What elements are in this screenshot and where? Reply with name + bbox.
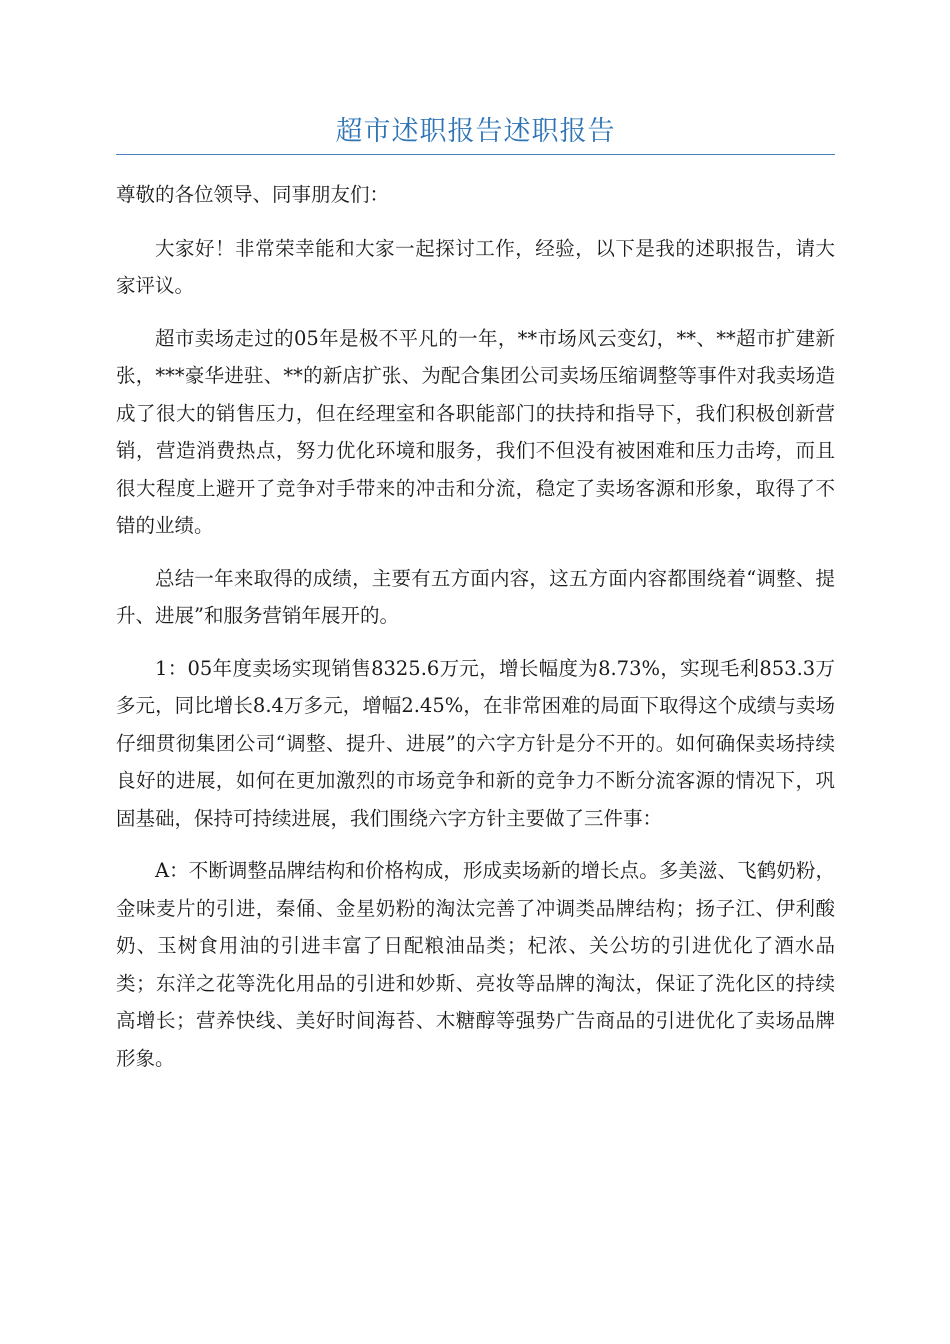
paragraph-sales-results: 1：05年度卖场实现销售8325.6万元，增长幅度为8.73%，实现毛利853.3万多元，同比增长8.4万多元，增幅2.45%，在非常困难的局面下取得这个成绩与卖场仔细贯彻集团公司“调整、提升、进展”的六字方针是分不开的。如何确保卖场持续良好的进展，如何在更加激烈的市场竞争和新的竞争力不断分流客源的情况下，巩固基础，保持可持续进展，我们围绕六字方针主要做了三件事： [116, 656, 835, 830]
paragraph-intro: 大家好！非常荣幸能和大家一起探讨工作，经验，以下是我的述职报告，请大家评议。 [116, 236, 835, 297]
paragraph-summary: 总结一年来取得的成绩，主要有五方面内容，这五方面内容都围绕着“调整、提升、进展”和服务营销年展开的。 [116, 566, 835, 627]
greeting: 尊敬的各位领导、同事朋友们： [116, 183, 390, 206]
paragraph-background: 超市卖场走过的05年是极不平凡的一年，**市场风云变幻，**、**超市扩建新张，***豪华进驻、**的新店扩张、为配合集团公司卖场压缩调整等事件对我卖场造成了很大的销售压力，但在经理室和各职能部门的扶持和指导下，我们积极创新营销，营造消费热点，努力优化环境和服务，我们不但没有被困难和压力击垮，而且很大程度上避开了竞争对手带来的冲击和分流，稳定了卖场客源和形象，取得了不错的业绩。 [116, 326, 835, 537]
document-body [116, 176, 835, 1092]
paragraph-item-a: A：不断调整品牌结构和价格构成，形成卖场新的增长点。多美滋、飞鹤奶粉，金味麦片的引进，秦俑、金星奶粉的淘汰完善了冲调类品牌结构；扬子江、伊利酸奶、玉树食用油的引进丰富了日配粮油品类；杞浓、关公坊的引进优化了酒水品类；东洋之花等洗化用品的引进和妙斯、亮妆等品牌的淘汰，保证了洗化区的持续高增长；营养快线、美好时间海苔、木糖醇等强势广告商品的引进优化了卖场品牌形象。 [116, 859, 835, 1070]
title-underline [116, 154, 835, 155]
document-title: 超市述职报告述职报告 [335, 116, 616, 147]
